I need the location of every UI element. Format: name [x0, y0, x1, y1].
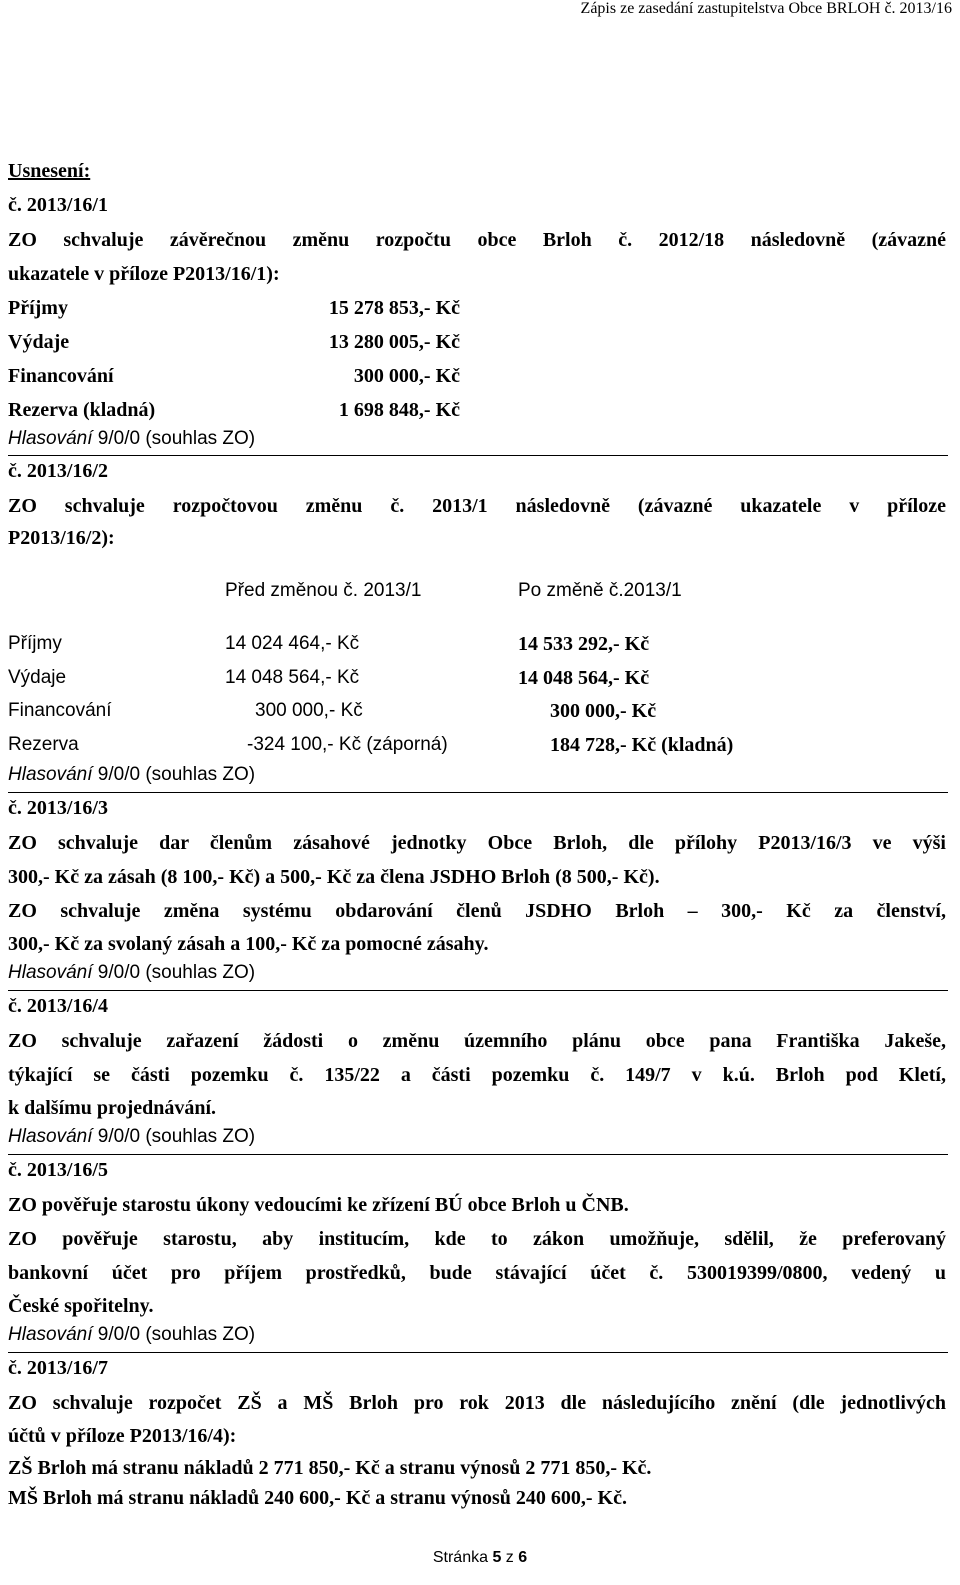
resolution-2-row-after: 300 000,- Kč [550, 700, 657, 722]
resolution-1-row-value: 13 280 005,- Kč [328, 331, 460, 353]
vote-result: 9/0/0 (souhlas ZO) [97, 1324, 256, 1345]
resolution-1-row-label: Výdaje [8, 331, 70, 353]
resolution-1-row-label: Příjmy [8, 297, 68, 319]
vote-line [8, 764, 255, 786]
resolution-3-text-line: 300,- Kč za svolaný zásah a 100,- Kč za pomocné zásahy. [8, 933, 489, 955]
resolution-2-number: č. 2013/16/2 [8, 460, 108, 482]
resolution-3-text-line: 300,- Kč za zásah (8 100,- Kč) a 500,- Kč za člena JSDHO Brloh (8 500,- Kč). [8, 866, 660, 888]
resolution-7-text-line: MŠ Brloh má stranu nákladů 240 600,- Kč a stranu výnosů 240 600,- Kč. [8, 1487, 627, 1509]
resolution-1-row-value: 1 698 848,- Kč [338, 399, 460, 421]
resolution-3-text-line: ZO schvaluje změna systému obdarování členů JSDHO Brloh – 300,- Kč za členství, [8, 900, 946, 922]
vote-line [8, 962, 255, 984]
resolution-7-text-line: účtů v příloze P2013/16/4): [8, 1425, 237, 1447]
resolution-1-text-line-1: ZO schvaluje závěrečnou změnu rozpočtu obce Brloh č. 2012/18 následovně (závazné [8, 229, 946, 251]
divider [8, 792, 948, 793]
resolution-4-text-line: týkající se části pozemku č. 135/22 a části pozemku č. 149/7 v k.ú. Brloh pod Kletí, [8, 1064, 946, 1086]
resolution-7-text-line: ZO schvaluje rozpočet ZŠ a MŠ Brloh pro rok 2013 dle následujícího znění (dle jednotlivých [8, 1392, 946, 1414]
vote-label: Hlasování [8, 1126, 93, 1147]
resolution-1-row-value: 15 278 853,- Kč [328, 297, 460, 319]
resolution-2-row-before: -324 100,- Kč (záporná) [247, 734, 448, 755]
vote-line [8, 1126, 255, 1148]
resolution-2-row-before: 300 000,- Kč [255, 700, 363, 721]
resolution-1-row-value: 300 000,- Kč [353, 365, 460, 387]
vote-result: 9/0/0 (souhlas ZO) [97, 962, 256, 983]
resolution-3-number: č. 2013/16/3 [8, 797, 108, 819]
resolution-2-row-after: 184 728,- Kč (kladná) [550, 734, 734, 756]
resolution-7-number: č. 2013/16/7 [8, 1357, 108, 1379]
page-header: Zápis ze zasedání zastupitelstva Obce BRLOH č. 2013/16 [580, 0, 952, 17]
divider [8, 1352, 948, 1353]
divider [8, 990, 948, 991]
vote-line [8, 1324, 255, 1346]
resolution-5-number: č. 2013/16/5 [8, 1159, 108, 1181]
vote-label: Hlasování [8, 428, 93, 449]
resolution-5-text-line: ZO pověřuje starostu úkony vedoucími ke zřízení BÚ obce Brloh u ČNB. [8, 1194, 629, 1216]
column-header-after: Po změně č.2013/1 [518, 580, 682, 601]
resolution-5-text-line: bankovní účet pro příjem prostředků, bude stávající účet č. 530019399/0800, vedený u [8, 1262, 946, 1284]
resolution-1-number: č. 2013/16/1 [8, 194, 108, 216]
page-footer [0, 1549, 960, 1567]
resolution-5-text-line: ZO pověřuje starostu, aby institucím, kde to zákon umožňuje, sdělil, že preferovaný [8, 1228, 946, 1250]
resolution-2-row-after: 14 533 292,- Kč [518, 633, 650, 655]
footer-page-number: 5 [492, 1549, 502, 1566]
divider [8, 1154, 948, 1155]
vote-label: Hlasování [8, 1324, 93, 1345]
resolution-2-row-before: 14 048 564,- Kč [225, 667, 360, 688]
resolution-2-row-label: Financování [8, 700, 112, 721]
resolution-3-text-line: ZO schvaluje dar členům zásahové jednotky Obce Brloh, dle přílohy P2013/16/3 ve výši [8, 832, 946, 854]
vote-line [8, 428, 255, 450]
resolution-1-row-label: Financování [8, 365, 114, 387]
column-header-before: Před změnou č. 2013/1 [225, 580, 422, 601]
section-heading: Usnesení: [8, 160, 91, 182]
resolution-2-row-label: Příjmy [8, 633, 62, 654]
resolution-2-row-before: 14 024 464,- Kč [225, 633, 360, 654]
footer-separator: z [505, 1549, 514, 1566]
resolution-1-text-line-2: ukazatele v příloze P2013/16/1): [8, 263, 280, 285]
resolution-2-row-label: Rezerva [8, 734, 79, 755]
vote-result: 9/0/0 (souhlas ZO) [97, 764, 256, 785]
resolution-1-row-label: Rezerva (kladná) [8, 399, 156, 421]
resolution-4-number: č. 2013/16/4 [8, 995, 108, 1017]
resolution-4-text-line: ZO schvaluje zařazení žádosti o změnu územního plánu obce pana Františka Jakeše, [8, 1030, 946, 1052]
vote-label: Hlasování [8, 962, 93, 983]
resolution-2-text-line-1: ZO schvaluje rozpočtovou změnu č. 2013/1 následovně (závazné ukazatele v příloze [8, 495, 946, 517]
footer-page-total: 6 [518, 1549, 528, 1566]
footer-prefix: Stránka [432, 1549, 488, 1566]
resolution-4-text-line: k dalšímu projednávání. [8, 1097, 217, 1119]
resolution-5-text-line: České spořitelny. [8, 1295, 154, 1317]
resolution-2-row-label: Výdaje [8, 667, 67, 688]
resolution-2-text-line-2: P2013/16/2): [8, 527, 115, 549]
resolution-7-text-line: ZŠ Brloh má stranu nákladů 2 771 850,- Kč a stranu výnosů 2 771 850,- Kč. [8, 1457, 652, 1479]
resolution-2-row-after: 14 048 564,- Kč [518, 667, 650, 689]
vote-result: 9/0/0 (souhlas ZO) [97, 1126, 256, 1147]
vote-label: Hlasování [8, 764, 93, 785]
vote-result: 9/0/0 (souhlas ZO) [97, 428, 256, 449]
divider [8, 455, 948, 456]
